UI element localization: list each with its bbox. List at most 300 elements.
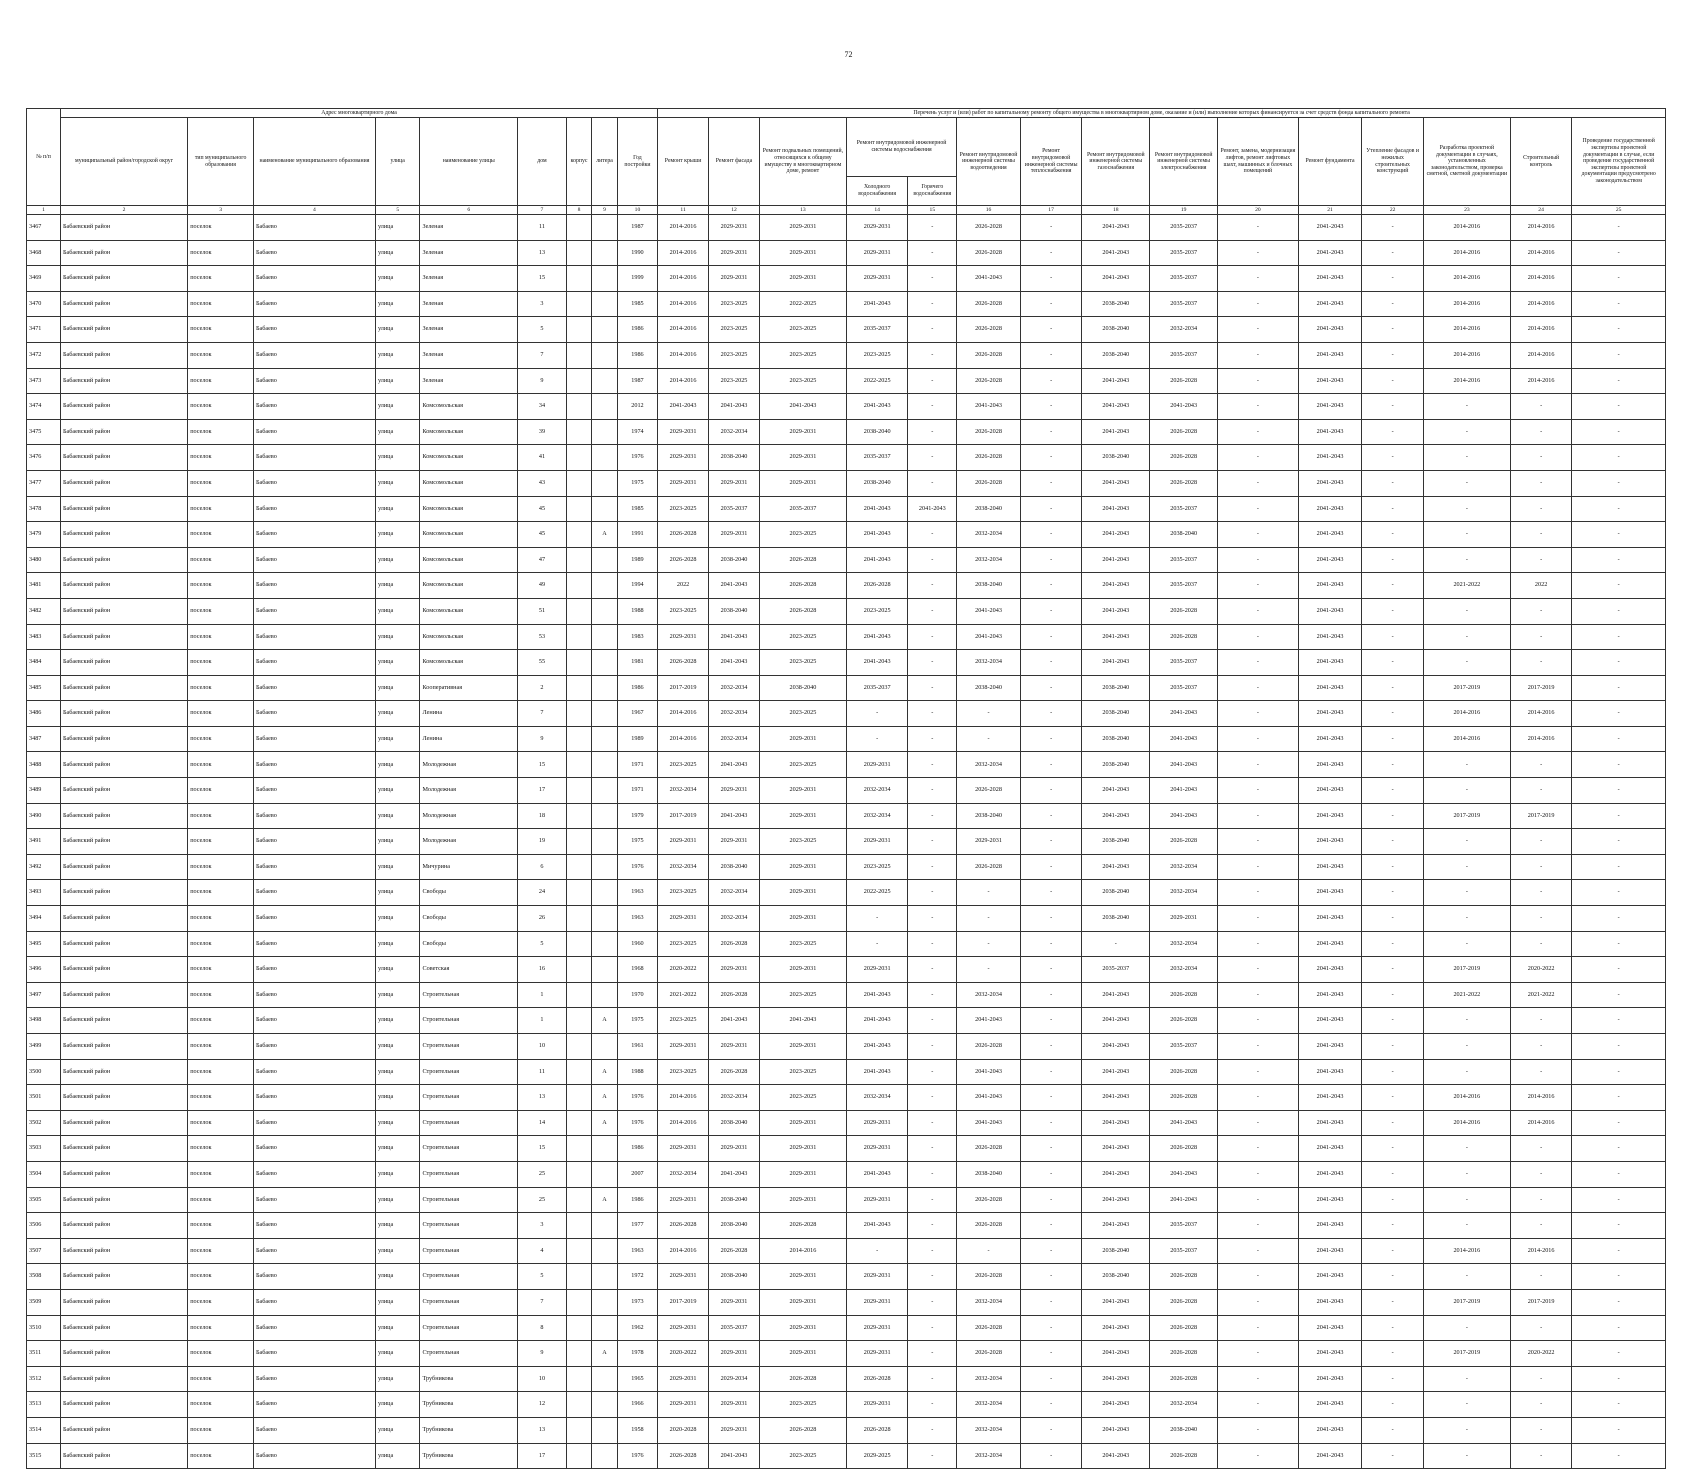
cell-gas-repair: 2038-2040 [1082, 752, 1150, 778]
cell-mo-name: Бабаево [253, 778, 375, 804]
cell-house: 5 [518, 1264, 567, 1290]
cell-construction-control: - [1510, 1417, 1572, 1443]
cell-roof-repair: 2014-2016 [658, 240, 709, 266]
cell-foundation-repair: 2041-2043 [1298, 573, 1362, 599]
column-number: 25 [1572, 206, 1666, 215]
cell-district: Бабаевский район [60, 1289, 187, 1315]
cell-heat-repair: - [1020, 291, 1082, 317]
cell-insulation: - [1362, 957, 1424, 983]
cell-gas-repair: 2041-2043 [1082, 1443, 1150, 1469]
cell-electric-repair: 2026-2028 [1150, 829, 1218, 855]
table-row [27, 624, 1666, 650]
cell-street-type: улица [375, 906, 420, 932]
table-row [27, 650, 1666, 676]
cell-korpus [566, 1417, 591, 1443]
cell-design-docs: 2014-2016 [1423, 266, 1510, 292]
cell-street-type: улица [375, 675, 420, 701]
cell-basement-repair: 2023-2025 [759, 317, 846, 343]
cell-state-expertise: - [1572, 598, 1666, 624]
cell-house: 15 [518, 752, 567, 778]
cell-year-built: 1986 [617, 675, 657, 701]
header-address-group: Адрес многоквартирного дома [60, 109, 657, 118]
cell-insulation: - [1362, 1315, 1424, 1341]
cell-litera [592, 1289, 617, 1315]
cell-insulation: - [1362, 778, 1424, 804]
cell-roof-repair: 2017-2019 [658, 1289, 709, 1315]
cell-year-built: 1991 [617, 522, 657, 548]
cell-construction-control: - [1510, 470, 1572, 496]
cell-house: 41 [518, 445, 567, 471]
cell-cold-water-repair: 2023-2025 [846, 854, 908, 880]
cell-construction-control: - [1510, 752, 1572, 778]
cell-facade-repair: 2029-2031 [709, 522, 760, 548]
cell-lift-repair: - [1218, 496, 1299, 522]
cell-street-type: улица [375, 342, 420, 368]
cell-basement-repair: 2023-2025 [759, 342, 846, 368]
cell-sewer-repair: 2032-2034 [957, 982, 1021, 1008]
cell-street-name: Строительная [420, 1110, 518, 1136]
cell-heat-repair: - [1020, 1366, 1082, 1392]
cell-heat-repair: - [1020, 752, 1082, 778]
page-number: 72 [844, 50, 853, 59]
cell-lift-repair: - [1218, 726, 1299, 752]
cell-mo-name: Бабаево [253, 1034, 375, 1060]
cell-hot-water-repair: - [908, 1110, 957, 1136]
cell-house: 13 [518, 240, 567, 266]
cell-electric-repair: 2041-2043 [1150, 752, 1218, 778]
cell-state-expertise: - [1572, 1059, 1666, 1085]
cell-cold-water-repair: 2041-2043 [846, 624, 908, 650]
cell-cold-water-repair: 2029-2031 [846, 1315, 908, 1341]
cell-construction-control: 2017-2019 [1510, 803, 1572, 829]
cell-mo-name: Бабаево [253, 342, 375, 368]
cell-electric-repair: 2032-2034 [1150, 854, 1218, 880]
cell-design-docs: 2014-2016 [1423, 1238, 1510, 1264]
table-row [27, 522, 1666, 548]
cell-roof-repair: 2014-2016 [658, 1110, 709, 1136]
cell-sewer-repair: 2032-2034 [957, 752, 1021, 778]
cell-street-name: Комсомольская [420, 470, 518, 496]
cell-design-docs: 2021-2022 [1423, 573, 1510, 599]
cell-litera [592, 752, 617, 778]
cell-litera [592, 394, 617, 420]
cell-facade-repair: 2023-2025 [709, 368, 760, 394]
column-number: 18 [1082, 206, 1150, 215]
cell-mo-name: Бабаево [253, 291, 375, 317]
cell-lift-repair: - [1218, 803, 1299, 829]
cell-hot-water-repair: - [908, 266, 957, 292]
cell-mo-type: поселок [188, 419, 254, 445]
cell-state-expertise: - [1572, 368, 1666, 394]
cell-design-docs: - [1423, 496, 1510, 522]
cell-hot-water-repair: - [908, 624, 957, 650]
cell-street-type: улица [375, 470, 420, 496]
cell-state-expertise: - [1572, 1392, 1666, 1418]
cell-state-expertise: - [1572, 650, 1666, 676]
cell-basement-repair: 2029-2031 [759, 957, 846, 983]
cell-facade-repair: 2041-2043 [709, 1161, 760, 1187]
header-mo-name: наименование муниципального образования [253, 118, 375, 206]
cell-mo-type: поселок [188, 803, 254, 829]
cell-row-number: 3476 [27, 445, 61, 471]
table-row [27, 1238, 1666, 1264]
cell-gas-repair: 2035-2037 [1082, 957, 1150, 983]
cell-roof-repair: 2026-2028 [658, 1443, 709, 1469]
cell-house: 12 [518, 1392, 567, 1418]
column-number: 9 [592, 206, 617, 215]
cell-mo-name: Бабаево [253, 1289, 375, 1315]
cell-mo-type: поселок [188, 598, 254, 624]
cell-lift-repair: - [1218, 1136, 1299, 1162]
cell-basement-repair: 2026-2028 [759, 547, 846, 573]
cell-hot-water-repair: - [908, 1085, 957, 1111]
cell-mo-name: Бабаево [253, 522, 375, 548]
cell-district: Бабаевский район [60, 1008, 187, 1034]
cell-insulation: - [1362, 598, 1424, 624]
cell-mo-name: Бабаево [253, 1136, 375, 1162]
cell-design-docs: 2017-2019 [1423, 1341, 1510, 1367]
cell-street-type: улица [375, 854, 420, 880]
cell-street-name: Трубникова [420, 1443, 518, 1469]
cell-facade-repair: 2026-2028 [709, 1059, 760, 1085]
cell-insulation: - [1362, 854, 1424, 880]
cell-mo-type: поселок [188, 342, 254, 368]
cell-construction-control: - [1510, 650, 1572, 676]
cell-house: 10 [518, 1034, 567, 1060]
column-number: 1 [27, 206, 61, 215]
cell-foundation-repair: 2041-2043 [1298, 1238, 1362, 1264]
cell-litera [592, 291, 617, 317]
cell-cold-water-repair: 2038-2040 [846, 470, 908, 496]
cell-basement-repair: 2023-2025 [759, 982, 846, 1008]
cell-hot-water-repair: - [908, 291, 957, 317]
cell-roof-repair: 2029-2031 [658, 1366, 709, 1392]
cell-litera: А [592, 1187, 617, 1213]
cell-gas-repair: 2041-2043 [1082, 1059, 1150, 1085]
cell-row-number: 3503 [27, 1136, 61, 1162]
cell-facade-repair: 2038-2040 [709, 854, 760, 880]
cell-construction-control: - [1510, 1187, 1572, 1213]
cell-electric-repair: 2026-2028 [1150, 1264, 1218, 1290]
cell-mo-type: поселок [188, 931, 254, 957]
header-mo-type: тип муниципального образования [188, 118, 254, 206]
cell-mo-type: поселок [188, 1110, 254, 1136]
cell-construction-control: - [1510, 624, 1572, 650]
cell-row-number: 3500 [27, 1059, 61, 1085]
cell-electric-repair: 2029-2031 [1150, 906, 1218, 932]
cell-gas-repair: 2041-2043 [1082, 1085, 1150, 1111]
cell-litera [592, 1136, 617, 1162]
cell-facade-repair: 2029-2031 [709, 778, 760, 804]
cell-gas-repair: 2041-2043 [1082, 1417, 1150, 1443]
cell-roof-repair: 2014-2016 [658, 215, 709, 241]
cell-insulation: - [1362, 1238, 1424, 1264]
cell-gas-repair: 2041-2043 [1082, 470, 1150, 496]
cell-cold-water-repair: 2029-2031 [846, 266, 908, 292]
capital-repair-table [26, 108, 1666, 1469]
cell-mo-type: поселок [188, 317, 254, 343]
cell-electric-repair: 2035-2037 [1150, 240, 1218, 266]
cell-foundation-repair: 2041-2043 [1298, 931, 1362, 957]
cell-insulation: - [1362, 266, 1424, 292]
cell-sewer-repair: 2038-2040 [957, 573, 1021, 599]
cell-insulation: - [1362, 419, 1424, 445]
cell-litera [592, 906, 617, 932]
cell-litera [592, 829, 617, 855]
cell-lift-repair: - [1218, 1008, 1299, 1034]
cell-foundation-repair: 2041-2043 [1298, 291, 1362, 317]
cell-state-expertise: - [1572, 266, 1666, 292]
cell-district: Бабаевский район [60, 419, 187, 445]
cell-house: 9 [518, 726, 567, 752]
cell-mo-name: Бабаево [253, 1392, 375, 1418]
cell-year-built: 1985 [617, 496, 657, 522]
cell-row-number: 3502 [27, 1110, 61, 1136]
cell-district: Бабаевский район [60, 982, 187, 1008]
cell-street-name: Зеленая [420, 215, 518, 241]
cell-row-number: 3471 [27, 317, 61, 343]
cell-insulation: - [1362, 675, 1424, 701]
header-litera: литера [592, 118, 617, 206]
cell-basement-repair: 2023-2025 [759, 368, 846, 394]
cell-street-name: Ленина [420, 701, 518, 727]
cell-row-number: 3513 [27, 1392, 61, 1418]
cell-lift-repair: - [1218, 522, 1299, 548]
cell-lift-repair: - [1218, 1187, 1299, 1213]
cell-lift-repair: - [1218, 291, 1299, 317]
cell-hot-water-repair: - [908, 445, 957, 471]
header-design: Разработка проектной документации в случаях, установленных законодательством, проверка сметной, сметной документации [1423, 118, 1510, 206]
cell-korpus [566, 394, 591, 420]
cell-mo-type: поселок [188, 1341, 254, 1367]
cell-basement-repair: 2014-2016 [759, 1238, 846, 1264]
cell-korpus [566, 880, 591, 906]
cell-insulation: - [1362, 726, 1424, 752]
cell-electric-repair: 2035-2037 [1150, 547, 1218, 573]
cell-row-number: 3470 [27, 291, 61, 317]
cell-row-number: 3508 [27, 1264, 61, 1290]
cell-sewer-repair: 2026-2028 [957, 1187, 1021, 1213]
cell-street-name: Молодежная [420, 752, 518, 778]
cell-gas-repair: 2041-2043 [1082, 522, 1150, 548]
cell-heat-repair: - [1020, 215, 1082, 241]
cell-cold-water-repair: 2032-2034 [846, 1085, 908, 1111]
cell-mo-type: поселок [188, 957, 254, 983]
cell-lift-repair: - [1218, 1085, 1299, 1111]
table-row [27, 906, 1666, 932]
cell-year-built: 1962 [617, 1315, 657, 1341]
cell-construction-control: 2014-2016 [1510, 1110, 1572, 1136]
column-number: 23 [1423, 206, 1510, 215]
cell-house: 3 [518, 291, 567, 317]
cell-mo-name: Бабаево [253, 598, 375, 624]
cell-electric-repair: 2026-2028 [1150, 1315, 1218, 1341]
cell-heat-repair: - [1020, 598, 1082, 624]
cell-construction-control: 2020-2022 [1510, 1341, 1572, 1367]
table-row [27, 1008, 1666, 1034]
cell-house: 13 [518, 1417, 567, 1443]
cell-cold-water-repair: 2029-2031 [846, 829, 908, 855]
table-row [27, 317, 1666, 343]
cell-insulation: - [1362, 1161, 1424, 1187]
cell-year-built: 1976 [617, 1110, 657, 1136]
cell-gas-repair: 2041-2043 [1082, 1110, 1150, 1136]
cell-heat-repair: - [1020, 829, 1082, 855]
cell-street-type: улица [375, 1341, 420, 1367]
cell-basement-repair: 2029-2031 [759, 1110, 846, 1136]
cell-design-docs: - [1423, 1366, 1510, 1392]
cell-construction-control: - [1510, 496, 1572, 522]
cell-street-name: Строительная [420, 1213, 518, 1239]
cell-sewer-repair: 2041-2043 [957, 1085, 1021, 1111]
table-header [27, 109, 1666, 215]
header-sewer: Ремонт внутридомовой инженерной системы водоотведения [957, 118, 1021, 206]
cell-facade-repair: 2041-2043 [709, 752, 760, 778]
cell-foundation-repair: 2041-2043 [1298, 650, 1362, 676]
cell-facade-repair: 2023-2025 [709, 317, 760, 343]
cell-year-built: 1987 [617, 215, 657, 241]
cell-design-docs: - [1423, 1443, 1510, 1469]
cell-litera [592, 1238, 617, 1264]
cell-street-name: Зеленая [420, 266, 518, 292]
cell-mo-type: поселок [188, 880, 254, 906]
cell-sewer-repair: 2029-2031 [957, 829, 1021, 855]
cell-litera [592, 650, 617, 676]
cell-facade-repair: 2032-2034 [709, 701, 760, 727]
cell-row-number: 3515 [27, 1443, 61, 1469]
cell-sewer-repair: 2026-2028 [957, 778, 1021, 804]
cell-korpus [566, 419, 591, 445]
cell-facade-repair: 2032-2034 [709, 1085, 760, 1111]
cell-hot-water-repair: - [908, 1238, 957, 1264]
cell-roof-repair: 2014-2016 [658, 342, 709, 368]
cell-gas-repair: 2041-2043 [1082, 854, 1150, 880]
cell-state-expertise: - [1572, 675, 1666, 701]
cell-design-docs: 2014-2016 [1423, 1085, 1510, 1111]
cell-sewer-repair: - [957, 957, 1021, 983]
cell-state-expertise: - [1572, 1417, 1666, 1443]
header-heat: Ремонт внутридомовой инженерной системы теплоснабжения [1020, 118, 1082, 206]
cell-mo-name: Бабаево [253, 368, 375, 394]
column-number: 19 [1150, 206, 1218, 215]
cell-row-number: 3504 [27, 1161, 61, 1187]
cell-electric-repair: 2026-2028 [1150, 1443, 1218, 1469]
cell-litera [592, 675, 617, 701]
cell-gas-repair: 2041-2043 [1082, 1366, 1150, 1392]
cell-mo-name: Бабаево [253, 1187, 375, 1213]
cell-state-expertise: - [1572, 342, 1666, 368]
cell-basement-repair: 2041-2043 [759, 1008, 846, 1034]
cell-cold-water-repair: 2041-2043 [846, 1034, 908, 1060]
cell-sewer-repair: 2026-2028 [957, 445, 1021, 471]
cell-mo-name: Бабаево [253, 931, 375, 957]
cell-year-built: 1970 [617, 982, 657, 1008]
cell-district: Бабаевский район [60, 906, 187, 932]
cell-design-docs: - [1423, 1315, 1510, 1341]
cell-korpus [566, 1392, 591, 1418]
cell-heat-repair: - [1020, 1110, 1082, 1136]
cell-year-built: 1986 [617, 342, 657, 368]
cell-heat-repair: - [1020, 1187, 1082, 1213]
cell-year-built: 1971 [617, 752, 657, 778]
cell-lift-repair: - [1218, 1366, 1299, 1392]
cell-foundation-repair: 2041-2043 [1298, 1213, 1362, 1239]
cell-gas-repair: 2041-2043 [1082, 573, 1150, 599]
cell-electric-repair: 2041-2043 [1150, 394, 1218, 420]
cell-district: Бабаевский район [60, 573, 187, 599]
cell-sewer-repair: 2026-2028 [957, 1264, 1021, 1290]
cell-electric-repair: 2026-2028 [1150, 624, 1218, 650]
cell-hot-water-repair: - [908, 1187, 957, 1213]
table-row [27, 419, 1666, 445]
cell-row-number: 3468 [27, 240, 61, 266]
cell-basement-repair: 2029-2031 [759, 778, 846, 804]
cell-facade-repair: 2029-2031 [709, 1392, 760, 1418]
cell-row-number: 3507 [27, 1238, 61, 1264]
cell-street-type: улица [375, 650, 420, 676]
cell-street-name: Мичурина [420, 854, 518, 880]
cell-construction-control: - [1510, 1264, 1572, 1290]
cell-facade-repair: 2041-2043 [709, 803, 760, 829]
cell-cold-water-repair: 2029-2031 [846, 215, 908, 241]
cell-litera [592, 496, 617, 522]
cell-sewer-repair: 2026-2028 [957, 1034, 1021, 1060]
cell-street-type: улица [375, 701, 420, 727]
cell-gas-repair: 2038-2040 [1082, 445, 1150, 471]
cell-hot-water-repair: - [908, 650, 957, 676]
cell-street-type: улица [375, 1264, 420, 1290]
cell-insulation: - [1362, 982, 1424, 1008]
cell-heat-repair: - [1020, 854, 1082, 880]
cell-mo-type: поселок [188, 1238, 254, 1264]
cell-cold-water-repair: 2029-2031 [846, 1392, 908, 1418]
cell-design-docs: 2014-2016 [1423, 701, 1510, 727]
column-number: 15 [908, 206, 957, 215]
table-row [27, 266, 1666, 292]
cell-sewer-repair: - [957, 931, 1021, 957]
table-row [27, 1161, 1666, 1187]
cell-house: 8 [518, 1315, 567, 1341]
table-row [27, 496, 1666, 522]
cell-design-docs: 2014-2016 [1423, 317, 1510, 343]
cell-facade-repair: 2023-2025 [709, 291, 760, 317]
column-number: 12 [709, 206, 760, 215]
table-row [27, 1315, 1666, 1341]
cell-hot-water-repair: - [908, 880, 957, 906]
cell-row-number: 3511 [27, 1341, 61, 1367]
cell-mo-type: поселок [188, 1085, 254, 1111]
cell-construction-control: - [1510, 1034, 1572, 1060]
cell-district: Бабаевский район [60, 291, 187, 317]
cell-electric-repair: 2035-2037 [1150, 1034, 1218, 1060]
cell-korpus [566, 957, 591, 983]
cell-state-expertise: - [1572, 445, 1666, 471]
cell-year-built: 1990 [617, 240, 657, 266]
cell-insulation: - [1362, 1059, 1424, 1085]
cell-district: Бабаевский район [60, 496, 187, 522]
cell-year-built: 1973 [617, 1289, 657, 1315]
cell-foundation-repair: 2041-2043 [1298, 880, 1362, 906]
cell-heat-repair: - [1020, 803, 1082, 829]
cell-house: 34 [518, 394, 567, 420]
cell-litera: А [592, 1110, 617, 1136]
cell-roof-repair: 2029-2031 [658, 445, 709, 471]
cell-street-type: улица [375, 829, 420, 855]
cell-korpus [566, 778, 591, 804]
cell-street-name: Свободы [420, 906, 518, 932]
cell-house: 7 [518, 342, 567, 368]
cell-gas-repair: 2041-2043 [1082, 1161, 1150, 1187]
